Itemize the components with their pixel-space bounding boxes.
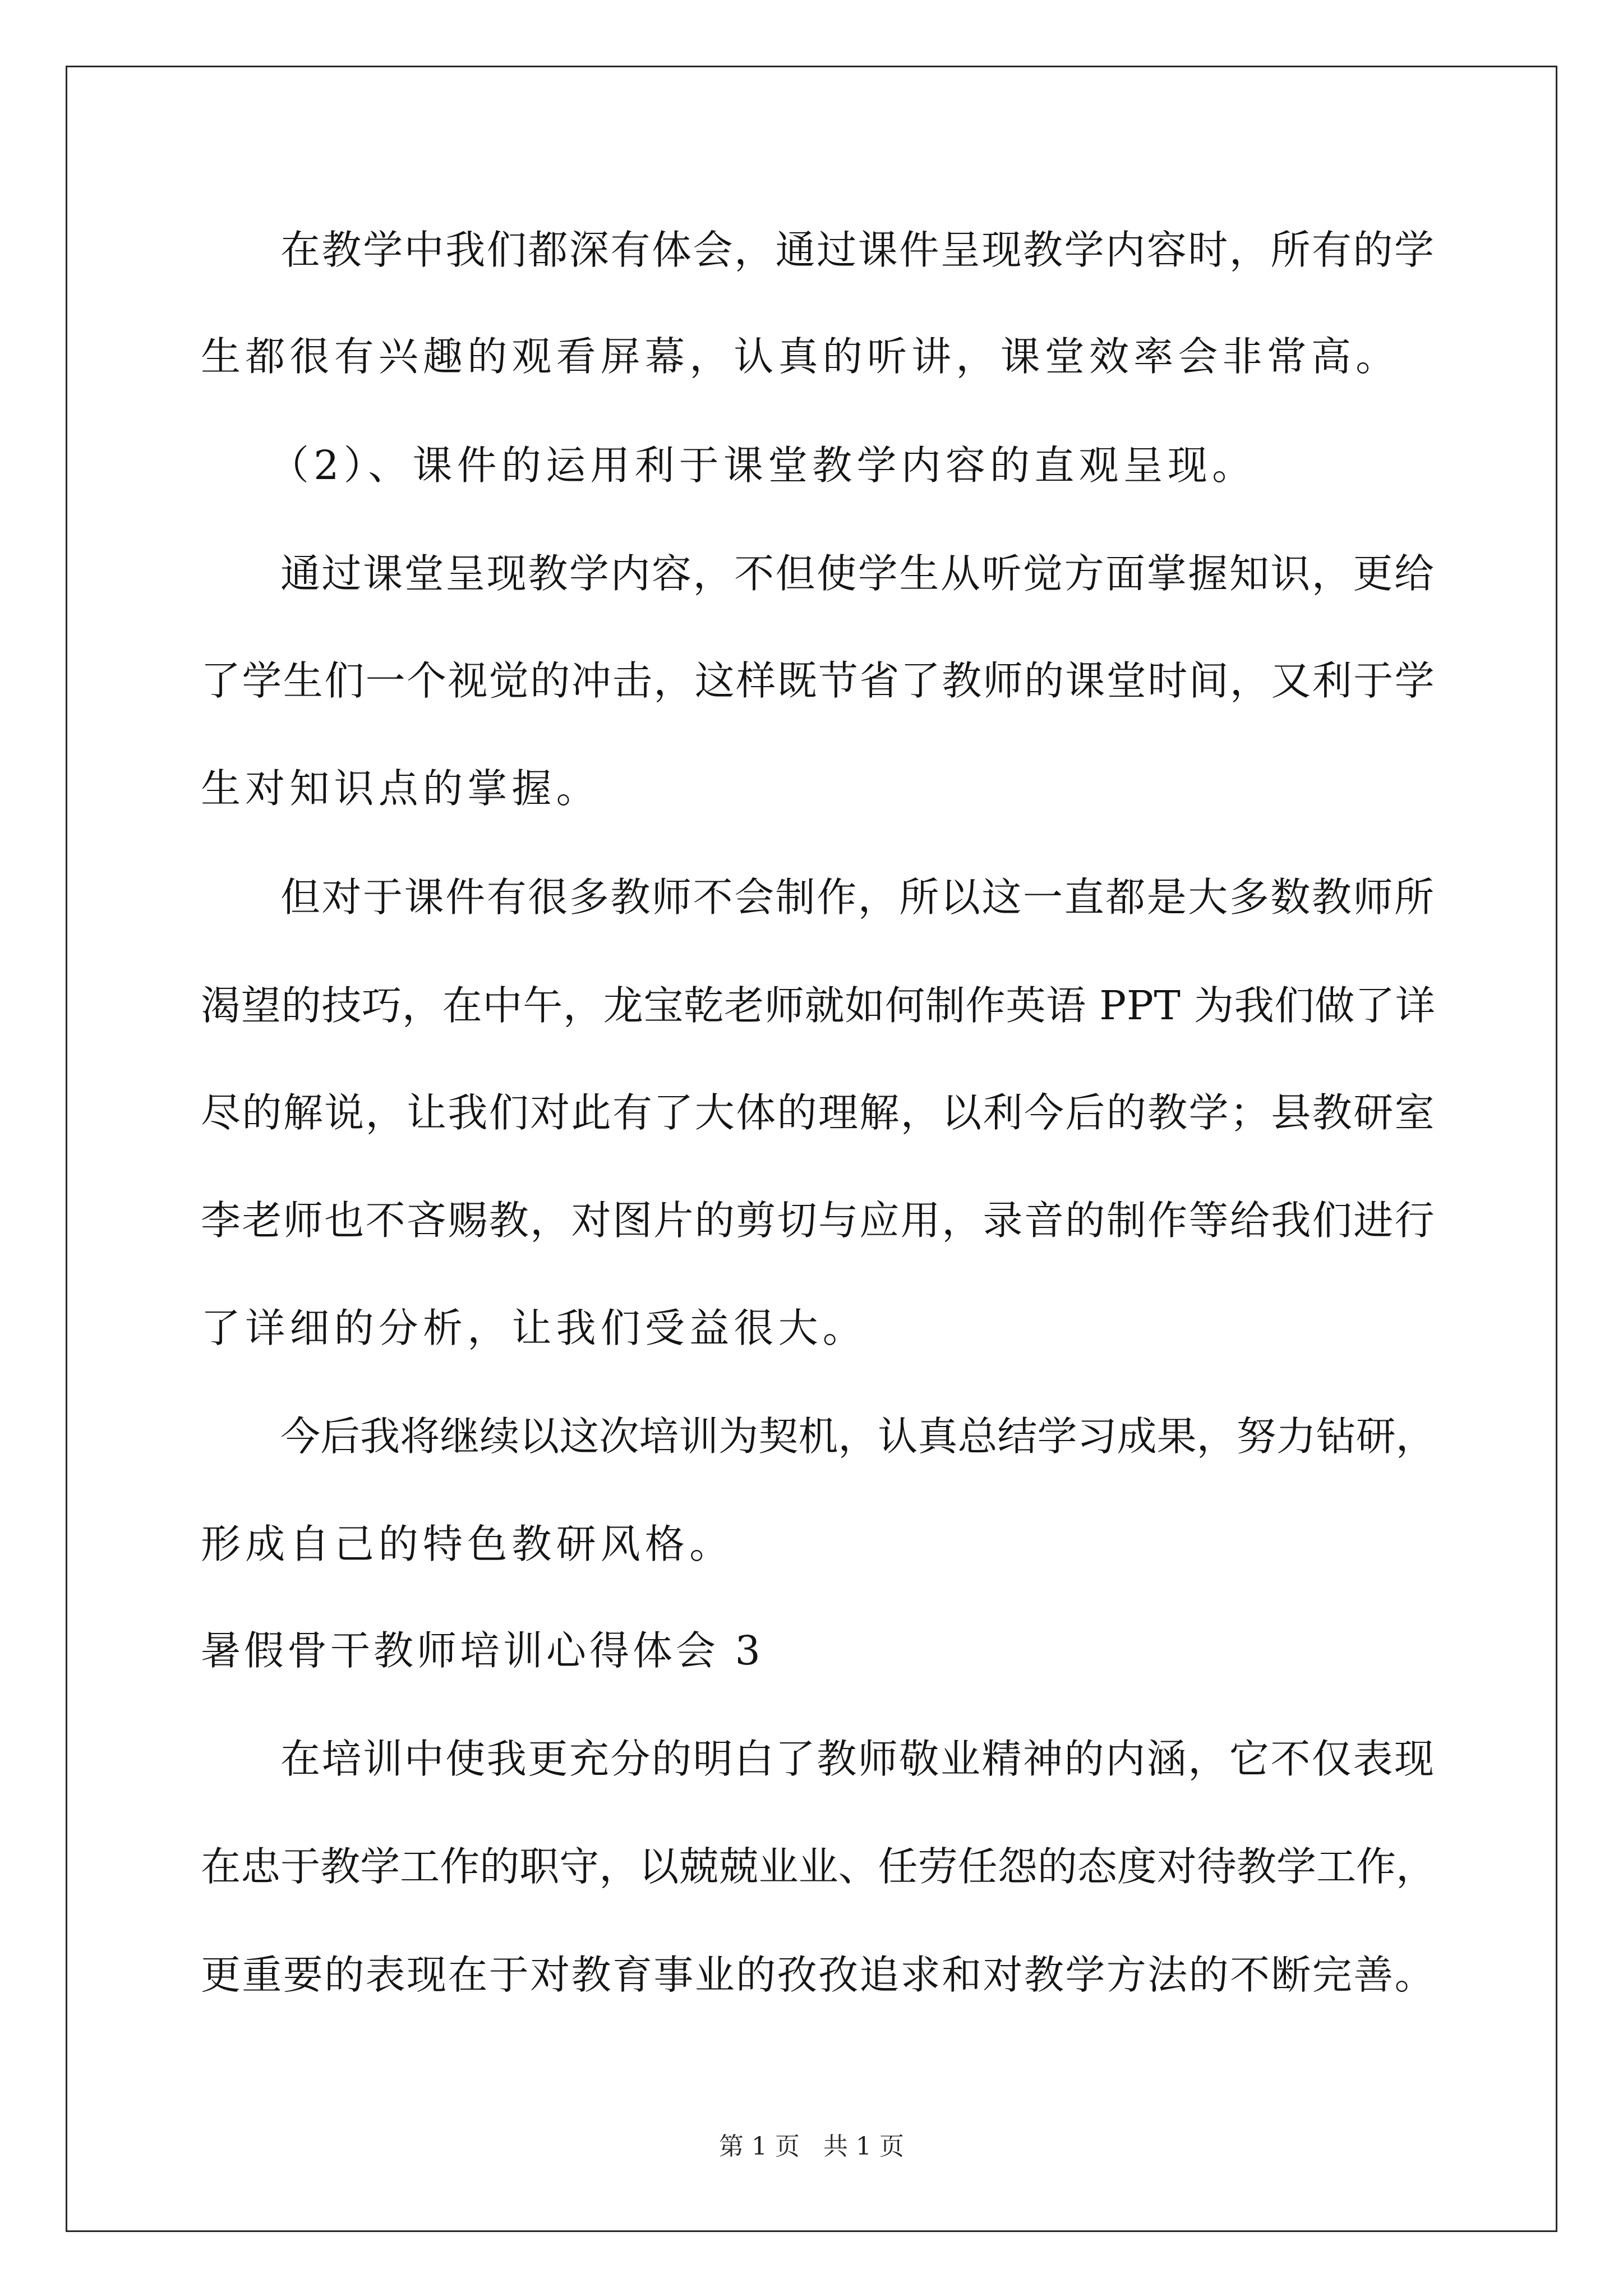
paragraph-line: 形成自己的特色教研风格。 xyxy=(201,1521,734,1567)
paragraph-line: 生对知识点的掌握。 xyxy=(201,765,601,812)
paragraph-line: 在忠于教学工作的职守，以兢兢业业、任劳任怨的态度对待教学工作， xyxy=(201,1843,1436,1890)
page-footer: 第 1 页 共 1 页 xyxy=(719,2132,904,2161)
paragraph-line: 但对于课件有很多教师不会制作，所以这一直都是大多数教师所 xyxy=(280,874,1436,921)
paragraph-line: 通过课堂呈现教学内容，不但使学生从听觉方面掌握知识，更给 xyxy=(280,550,1436,597)
section-subheading: （2）、课件的运用利于课堂教学内容的直观呈现。 xyxy=(269,442,1257,489)
paragraph-line: 渴望的技巧，在中午，龙宝乾老师就如何制作英语 PPT 为我们做了详 xyxy=(201,982,1436,1029)
section-heading: 暑假骨干教师培训心得体会 3 xyxy=(201,1627,764,1674)
paragraph-line: 在教学中我们都深有体会，通过课件呈现教学内容时，所有的学 xyxy=(280,227,1436,273)
paragraph-line: 李老师也不吝赐教，对图片的剪切与应用，录音的制作等给我们进行 xyxy=(201,1197,1436,1244)
paragraph-line: 生都很有兴趣的观看屏幕，认真的听讲，课堂效率会非常高。 xyxy=(201,333,1400,380)
paragraph-line: 尽的解说，让我们对此有了大体的理解，以利今后的教学；县教研室 xyxy=(201,1089,1436,1136)
page-border xyxy=(66,66,1557,2232)
paragraph-line: 在培训中使我更充分的明白了教师敬业精神的内涵，它不仅表现 xyxy=(280,1736,1436,1782)
paragraph-line: 今后我将继续以这次培训为契机，认真总结学习成果，努力钻研， xyxy=(280,1413,1436,1460)
paragraph-line: 更重要的表现在于对教育事业的孜孜追求和对教学方法的不断完善。 xyxy=(201,1952,1436,1998)
paragraph-line: 了学生们一个视觉的冲击，这样既节省了教师的课堂时间，又利于学 xyxy=(201,657,1436,704)
paragraph-line: 了详细的分析，让我们受益很大。 xyxy=(201,1305,868,1351)
